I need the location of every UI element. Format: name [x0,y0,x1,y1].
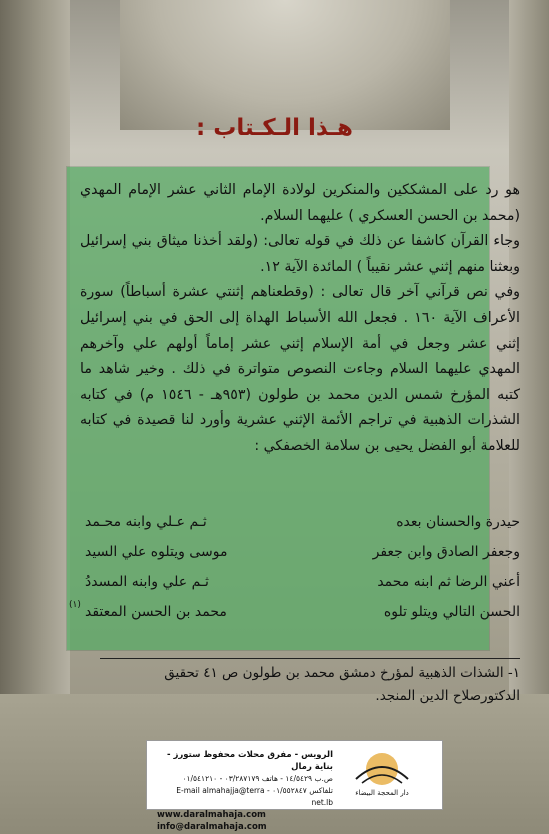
poem-hemistich-first: أعني الرضا ثم ابنه محمد [377,574,520,590]
poem-hemistich-first: حيدرة والحسنان بعده [396,514,520,530]
poem-hemistich-first: الحسن التالي ويتلو تلوه [383,604,520,620]
poem-hemistich-second: موسى ويتلوه علي السيد [85,544,228,560]
fax-line: تلفاكس ٠١/٥٥٢٨٤٧ - E-mail almahajja@terra net.lb [176,786,333,807]
footnote: ١- الشذات الذهبية لمؤرخ دمشق محمد بن طولون ص ٤١ تحقيق الدكتورصلاح الدين المنجد. [164,665,520,704]
publisher-logo-text: دار المحجة البيضاء [355,789,409,797]
page-title: هـذا الـكـتاب : [196,115,353,141]
paragraph: وفي نص قرآني آخر قال تعالى : (وقطعناهم إثنتي عشرة أسباطاً) سورة الأعراف الآية ١٦٠ . فجعل الله الأسباط الهداة إلى الحق في بني إسرائيل إثني عشر وجعل في أمة الإسلام إثني عشر إماماً أولهم علي وآخرهم المهدي عليهما السلام وجاءت النصوص متواترة في ذلك . وخير شاهد ما كتبه المؤرخ شمس الدين محمد بن طولون (٩٥٣هـ - ١٥٤٦ م) في كتابه الشذرات الذهبية في تراجم الأئمة الإثني عشرية وأورد لنا قصيدة في كتابه للعلامة أبو الفضل يحيى بن سلامة الخصفكي : [80,284,521,454]
footnote-divider [100,658,520,659]
poem-verse [85,514,520,544]
poem-verse [85,574,520,604]
web-line: www.daralmahaja.com info@daralmahaja.com [157,810,267,832]
poem-hemistich-second: ثـم عـلي وابنه محـمد [85,514,207,530]
address-line: الرويس - مفرق محلات محفوظ ستورز - بناية رمال [167,750,333,772]
paragraph: وجاء القرآن كاشفا عن ذلك في قوله تعالى: (ولقد أخذنا ميثاق بني إسرائيل وبعثنا منهم إثني عشر نقيباً ) المائدة الآية ١٢. [80,233,520,275]
phone-line: ص.ب ١٤/٥٤٢٩ - هاتف ٠٣/٢٨٧١٧٩ - ٠١/٥٤١٢١٠ [182,774,333,783]
footnote-marker: (١) [69,600,81,610]
publisher-logo-icon [342,749,422,801]
poem [69,514,520,634]
poem-hemistich-first: وجعفر الصادق وابن جعفر [372,544,520,560]
paragraph: هو رد على المشككين والمنكرين لولادة الإمام الثاني عشر الإمام المهدي (محمد بن الحسن العسكري ) عليهما السلام. [80,182,520,224]
poem-verse [69,600,520,634]
publisher-address [157,749,333,833]
publisher-card [146,740,443,832]
poem-hemistich-second: محمد بن الحسن المعتقد [85,604,227,620]
background-arch [120,0,450,130]
body-text [80,178,520,460]
poem-hemistich-second: ثـم علي وابنه المسددُ [85,574,209,590]
poem-verse [85,544,520,574]
